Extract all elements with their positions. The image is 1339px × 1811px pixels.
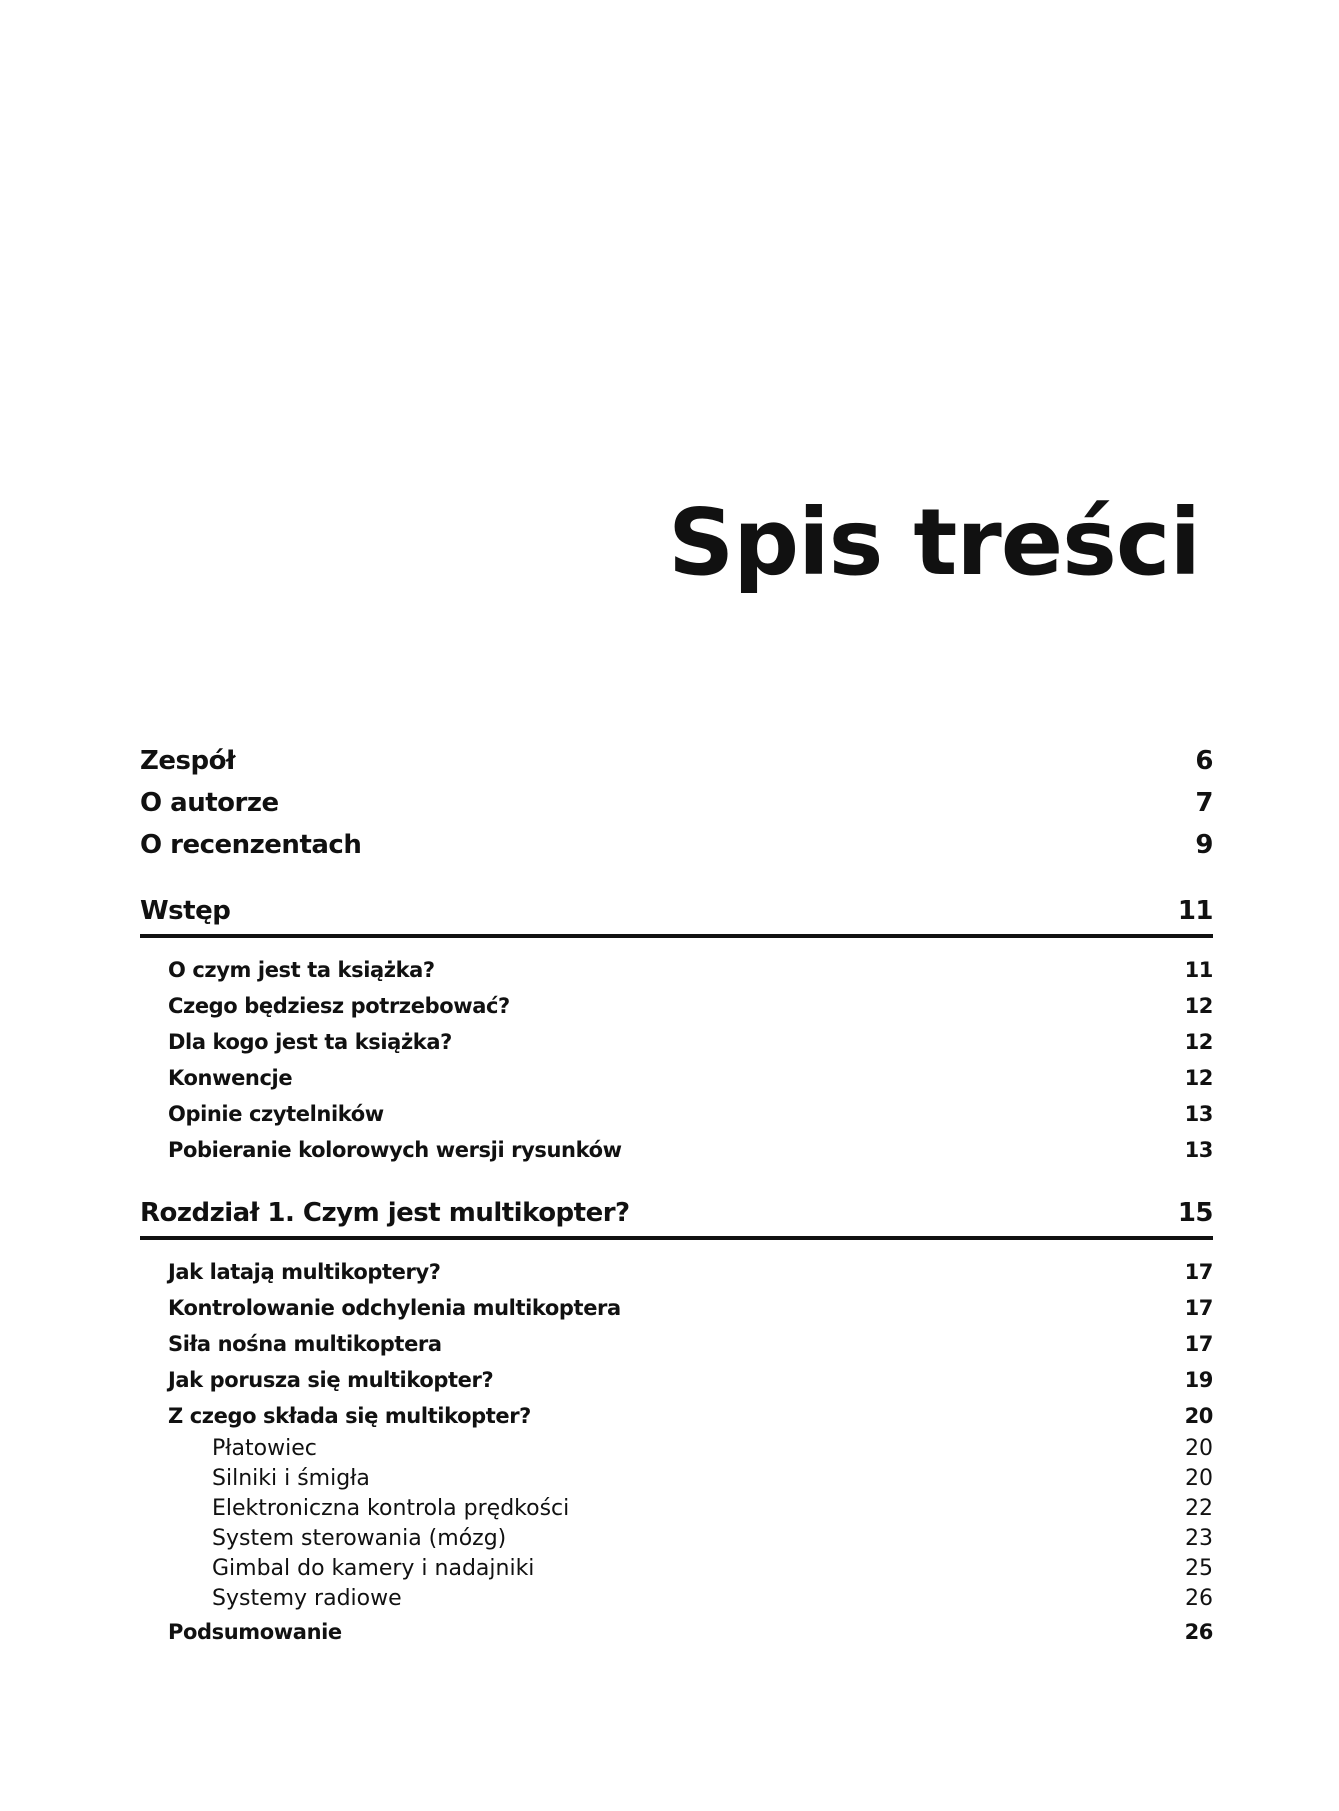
chapter-sections: [140, 938, 1213, 1168]
chapter-label: Rozdział 1. Czym jest multikopter?: [140, 1198, 630, 1228]
chapter-wstep: [140, 894, 1213, 1168]
table-of-contents: [140, 740, 1213, 1650]
toc-entry-section[interactable]: [140, 988, 1213, 1024]
subsection-label: Gimbal do kamery i nadajniki: [212, 1556, 535, 1581]
chapter-label: Wstęp: [140, 896, 231, 926]
subsection-page-number: 20: [1185, 1466, 1213, 1491]
entry-label: O recenzentach: [140, 830, 362, 860]
toc-entry-front-2[interactable]: [140, 824, 1213, 866]
section-page-number: 20: [1184, 1404, 1213, 1428]
entry-page-number: 6: [1195, 746, 1213, 776]
section-page-number: 17: [1184, 1296, 1213, 1320]
toc-entry-section[interactable]: [140, 1398, 1213, 1434]
section-page-number: 12: [1184, 1030, 1213, 1054]
section-page-number: 12: [1184, 1066, 1213, 1090]
chapter-page-number: 15: [1177, 1198, 1213, 1228]
toc-entry-section[interactable]: [140, 1254, 1213, 1290]
section-page-number: 17: [1184, 1332, 1213, 1356]
toc-entry-section[interactable]: [140, 1614, 1213, 1650]
toc-entry-subsection[interactable]: [140, 1494, 1213, 1524]
entry-page-number: 9: [1195, 830, 1213, 860]
section-page-number: 26: [1184, 1620, 1213, 1644]
subsection-page-number: 22: [1185, 1496, 1213, 1521]
toc-entry-subsection[interactable]: [140, 1584, 1213, 1614]
toc-entry-subsection[interactable]: [140, 1524, 1213, 1554]
section-label: Kontrolowanie odchylenia multikoptera: [168, 1296, 621, 1320]
subsection-label: System sterowania (mózg): [212, 1526, 507, 1551]
subsection-page-number: 20: [1185, 1436, 1213, 1461]
section-page-number: 12: [1184, 994, 1213, 1018]
subsection-label: Elektroniczna kontrola prędkości: [212, 1496, 570, 1521]
section-label: Dla kogo jest ta książka?: [168, 1030, 452, 1054]
section-page-number: 13: [1184, 1102, 1213, 1126]
entry-page-number: 7: [1195, 788, 1213, 818]
toc-entry-section[interactable]: [140, 1096, 1213, 1132]
toc-entry-section[interactable]: [140, 1132, 1213, 1168]
toc-entry-section[interactable]: [140, 1326, 1213, 1362]
chapter-page-number: 11: [1177, 896, 1213, 926]
section-label: Jak latają multikoptery?: [168, 1260, 441, 1284]
toc-entry-subsection[interactable]: [140, 1464, 1213, 1494]
toc-entry-section[interactable]: [140, 952, 1213, 988]
chapter-heading[interactable]: [140, 894, 1213, 938]
subsection-label: Silniki i śmigła: [212, 1466, 370, 1491]
section-page-number: 11: [1184, 958, 1213, 982]
section-label: Podsumowanie: [168, 1620, 342, 1644]
chapter-sections: [140, 1240, 1213, 1650]
subsection-page-number: 23: [1185, 1526, 1213, 1551]
section-page-number: 17: [1184, 1260, 1213, 1284]
toc-entry-section[interactable]: [140, 1362, 1213, 1398]
toc-entry-section[interactable]: [140, 1060, 1213, 1096]
toc-entry-front-0[interactable]: [140, 740, 1213, 782]
chapter-heading[interactable]: [140, 1196, 1213, 1240]
toc-entry-front-1[interactable]: [140, 782, 1213, 824]
section-page-number: 13: [1184, 1138, 1213, 1162]
section-label: Opinie czytelników: [168, 1102, 384, 1126]
toc-entry-section[interactable]: [140, 1024, 1213, 1060]
section-label: Siła nośna multikoptera: [168, 1332, 442, 1356]
section-label: Jak porusza się multikopter?: [168, 1368, 494, 1392]
section-page-number: 19: [1184, 1368, 1213, 1392]
section-label: Konwencje: [168, 1066, 293, 1090]
section-label: Z czego składa się multikopter?: [168, 1404, 531, 1428]
section-label: Pobieranie kolorowych wersji rysunków: [168, 1138, 622, 1162]
toc-entry-subsection[interactable]: [140, 1554, 1213, 1584]
entry-label: O autorze: [140, 788, 279, 818]
front-matter: [140, 740, 1213, 866]
chapter-rozdzial-1: [140, 1196, 1213, 1650]
toc-entry-section[interactable]: [140, 1290, 1213, 1326]
subsection-label: Systemy radiowe: [212, 1586, 402, 1611]
subsection-page-number: 26: [1185, 1586, 1213, 1611]
toc-entry-subsection[interactable]: [140, 1434, 1213, 1464]
page-title: Spis treści: [667, 489, 1200, 596]
entry-label: Zespół: [140, 746, 236, 776]
subsection-page-number: 25: [1185, 1556, 1213, 1581]
section-label: Czego będziesz potrzebować?: [168, 994, 510, 1018]
section-label: O czym jest ta książka?: [168, 958, 435, 982]
subsection-label: Płatowiec: [212, 1436, 317, 1461]
